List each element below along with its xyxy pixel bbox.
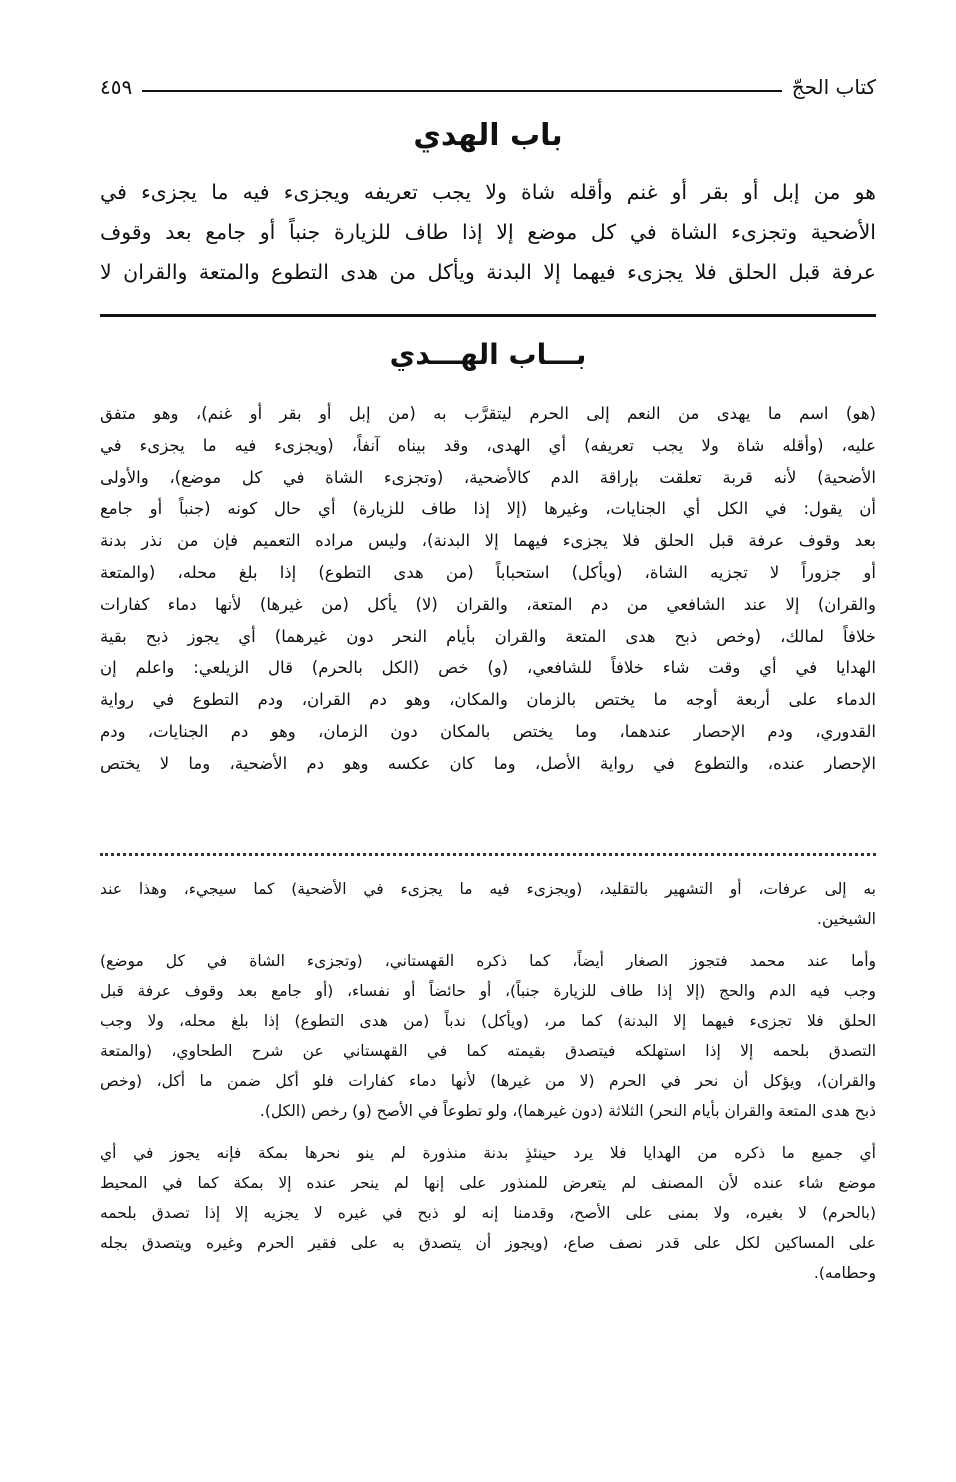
footnote-line: والقران)، ويؤكل أن نحر في الحرم (لا من غيرها) لأنها دماء كفارات فلو أكل ضمن ما أكل، (وخص bbox=[100, 1072, 876, 1090]
sharh-text bbox=[100, 398, 876, 780]
sharh-line: الدماء على أربعة أوجه ما يختص بالزمان والمكان، وهو دم القران، ودم التطوع في رواية bbox=[100, 690, 876, 710]
footnote-line: الشيخين. bbox=[817, 910, 876, 928]
sharh-heading: بـــاب الهـــدي bbox=[389, 338, 587, 371]
sharh-line: الهدايا في أي وقت شاء خلافاً للشافعي، (و) خص (الكل بالحرم) قال الزيلعي: واعلم إن bbox=[100, 658, 876, 678]
footnote-line: أي جميع ما ذكره من الهدايا فلا يرد حينئذٍ بدنة منذورة لم ينو نحرها بمكة فإنه يجوز في أي bbox=[100, 1144, 876, 1162]
footnote-line: على المساكين لكل على قدر نصف صاع، (ويجوز أن يتصدق به على فقير الحرم وغيره ويتصدق بجله bbox=[100, 1234, 876, 1252]
footnote-paragraph bbox=[100, 946, 876, 1126]
sharh-line: (هو) اسم ما يهدى من النعم إلى الحرم ليتقرَّب به (من إبل أو بقر أو غنم)، وهو متفق bbox=[100, 404, 876, 423]
sharh-line: الإحصار عنده، والتطوع في رواية الأصل، وما كان عكسه وهو دم الأضحية، وما لا يختص bbox=[100, 753, 876, 773]
footnotes bbox=[100, 874, 876, 1300]
matn-line: هو من إبل أو بقر أو غنم وأقله شاة ولا يجب تعريفه ويجزىء فيه ما يجزىء في bbox=[100, 180, 876, 204]
footnote-line: وجب فيه الدم والحج (إلا إذا طاف للزيارة جنباً)، أو حائضاً أو نفساء، (أو جامع بعد وقوف عرفة قبل bbox=[100, 982, 876, 1000]
page-number: ٤٥٩ bbox=[100, 75, 133, 99]
sharh-line: عليه، (وأقله شاة ولا يجب تعريفه) أي الهدى، وقد بيناه آنفاً، (ويجزىء فيه ما يجزىء في bbox=[100, 435, 876, 455]
header-rule bbox=[142, 90, 781, 92]
matn-line: عرفة قبل الحلق فلا يجزىء فيهما إلا البدنة ويأكل من هدى التطوع والمتعة والقران لا bbox=[100, 260, 876, 284]
matn-text bbox=[100, 172, 876, 292]
footnote-paragraph bbox=[100, 874, 876, 934]
footnote-line: به إلى عرفات، أو التشهير بالتقليد، (ويجزىء فيه ما يجزىء في الأضحية) كما سيجيء، وهذا عند bbox=[100, 880, 876, 898]
sharh-line: بعد وقوف عرفة قبل الحلق فلا يجزىء فيهما إلا البدنة)، وليس مراده التعميم فإن من نذر بدنة bbox=[100, 531, 876, 551]
matn-line: الأضحية وتجزىء الشاة في كل موضع إلا إذا طاف للزيارة جنباً أو جامع بعد وقوف bbox=[100, 220, 876, 244]
footnote-line: (بالحرم) لا بغيره، ولا بمنى على الأصح، وقدمنا إنه لو ذبح في غيره لا يجزيه إلا إذا تصدق بلحمه bbox=[100, 1204, 876, 1222]
dotted-divider bbox=[100, 853, 876, 856]
footnote-line: الحلق فلا تجزىء فيهما إلا البدنة) كما مر، (ويأكل) ندباً (من هدى التطوع) إذا بلغ محله، ولا وجب bbox=[100, 1012, 876, 1030]
sharh-line: الأضحية) لأنه قربة تعلقت بإراقة الدم كالأضحية، (وتجزىء الشاة في كل موضع)، والأولى bbox=[100, 467, 876, 487]
sharh-line: والقران) إلا عند الشافعي من دم المتعة، والقران (لا) يأكل (من غيرها) لأنها دماء كفارات bbox=[100, 594, 876, 614]
footnote-line: وحطامه). bbox=[813, 1264, 876, 1282]
footnote-paragraph bbox=[100, 1138, 876, 1288]
sharh-line: القدوري، ودم الإحصار عندهما، وما يختص بالمكان دون الزمان، وهو دم الجنايات، ودم bbox=[100, 721, 876, 741]
sharh-line: خلافاً لمالك، (وخص ذبح هدى المتعة والقران بأيام النحر دون غيرهما) أي يجوز ذبح بقية bbox=[100, 626, 876, 646]
footnote-line: التصدق بلحمه إلا إذا استهلكه فيتصدق بقيمته كما في القهستاني عن شرح الطحاوي، (والمتعة bbox=[100, 1042, 876, 1060]
running-header bbox=[100, 72, 876, 102]
footnote-line: ذبح هدى المتعة والقران بأيام النحر) الثلاثة (دون غيرهما)، ولو تطوعاً في الأصح (و) رخص (الكل). bbox=[259, 1102, 876, 1120]
footnote-line: موضع شاء عنده لأن المصنف لم يتعرض للمنذور على إنها لم ينحر عنده إلا بمكة كما في المحيط bbox=[100, 1174, 876, 1192]
section-divider bbox=[100, 314, 876, 317]
matn-heading: باب الهدي bbox=[413, 118, 563, 153]
footnote-line: وأما عند محمد فتجوز الصغار أيضاً، كما ذكره القهستاني، (وتجزىء الشاة في كل موضع) bbox=[100, 952, 876, 970]
chapter-title: كتاب الحجّ bbox=[791, 75, 876, 99]
sharh-line: أن يقول: في الكل أي الجنايات، وغيرها (إلا إذا طاف للزيارة) أي حال كونه (جنباً أو جامع bbox=[100, 499, 876, 519]
sharh-line: أو جزوراً لا تجزيه الشاة، (ويأكل) استحباباً (من هدى التطوع) إذا بلغ محله، (والمتعة bbox=[100, 562, 876, 582]
